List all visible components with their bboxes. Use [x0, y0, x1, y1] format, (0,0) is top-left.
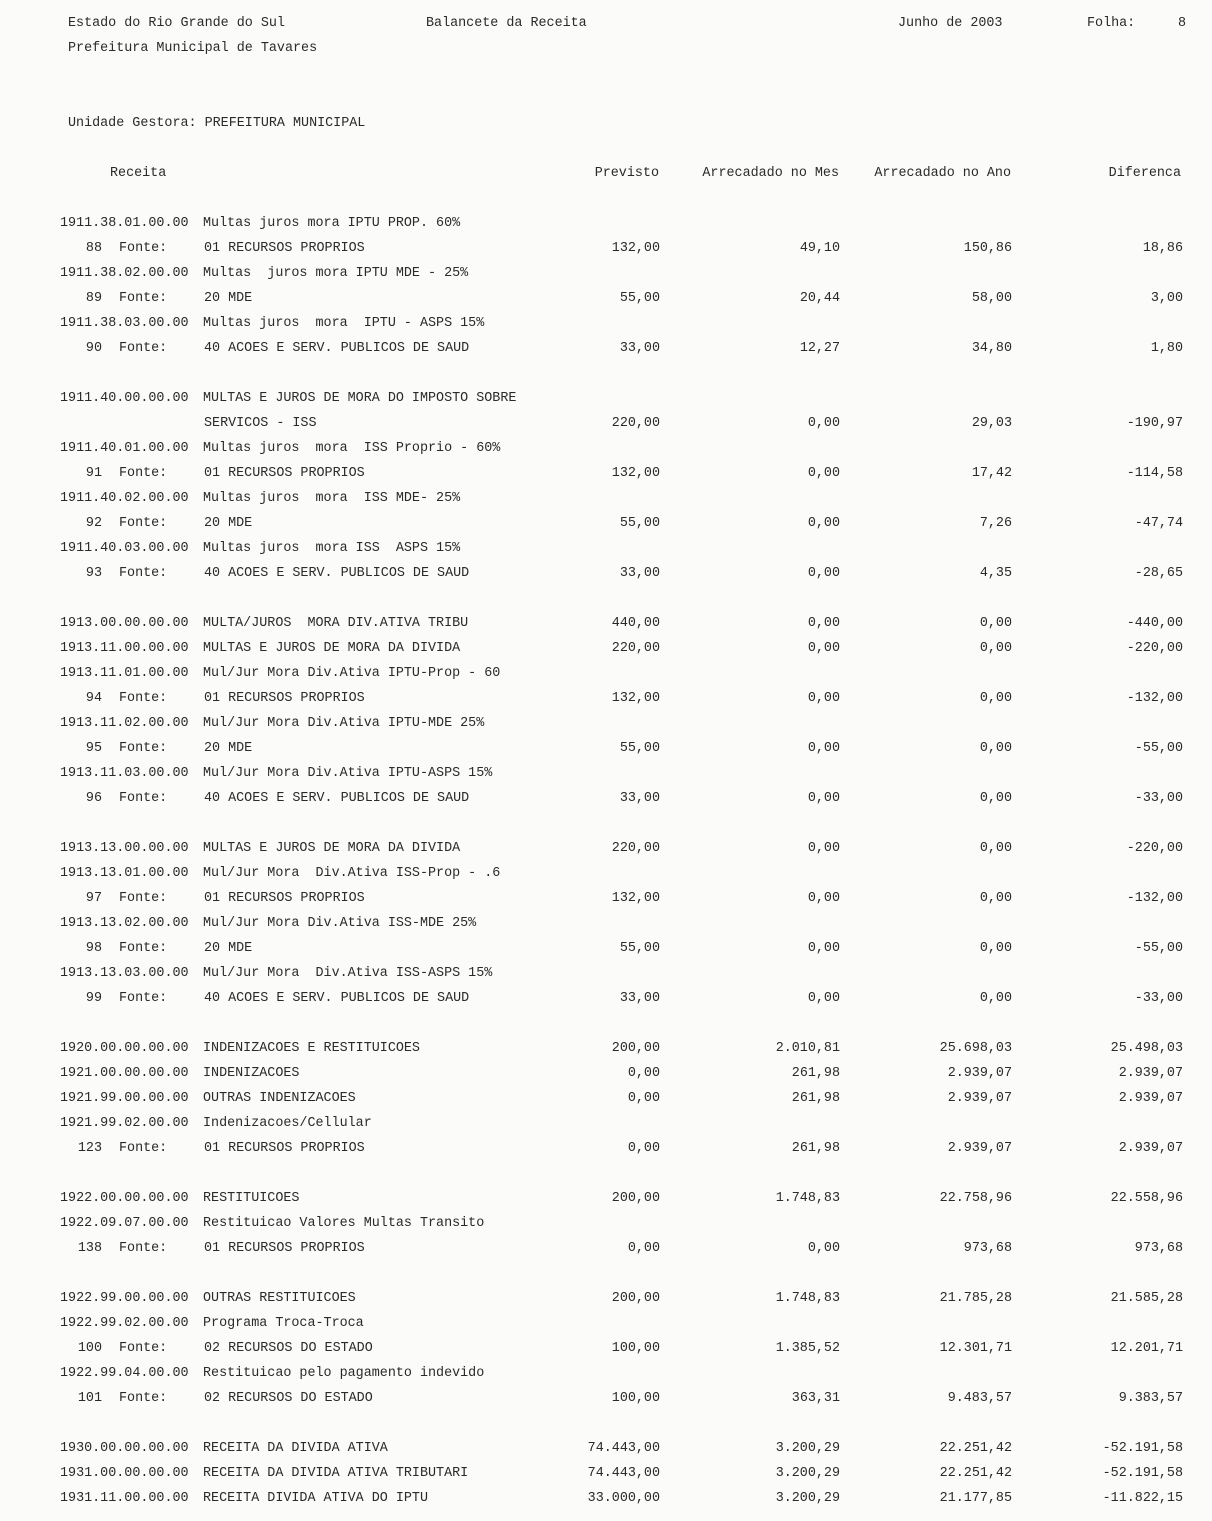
account-code: 1913.13.02.00.00: [60, 916, 189, 931]
account-row: [0, 641, 1212, 666]
value-previsto: 74.443,00: [587, 1466, 660, 1481]
continuation-row: [0, 416, 1212, 441]
value-diferenca: 2.939,07: [1118, 1141, 1183, 1156]
fonte-description: 01 RECURSOS PROPRIOS: [204, 466, 365, 481]
value-arrecadado-mes: 0,00: [807, 516, 840, 531]
value-previsto: 440,00: [611, 616, 660, 631]
fonte-label: Fonte:: [119, 241, 168, 256]
account-code: 1911.38.03.00.00: [60, 316, 189, 331]
value-previsto: 0,00: [627, 1141, 660, 1156]
fonte-label: Fonte:: [119, 1341, 168, 1356]
account-row: [0, 666, 1212, 691]
value-arrecadado-mes: 0,00: [807, 641, 840, 656]
value-previsto: 33,00: [619, 341, 660, 356]
fonte-row: [0, 1341, 1212, 1366]
value-previsto: 33,00: [619, 991, 660, 1006]
account-description: RESTITUICOES: [203, 1191, 300, 1206]
value-arrecadado-ano: 22.251,42: [939, 1441, 1012, 1456]
fonte-number: 93: [85, 566, 102, 581]
fonte-number: 138: [77, 1241, 102, 1256]
account-description: Multas juros mora ISS Proprio - 60%: [203, 441, 501, 456]
report-title: Balancete da Receita: [426, 16, 587, 31]
fonte-label: Fonte:: [119, 991, 168, 1006]
value-previsto: 33,00: [619, 566, 660, 581]
value-previsto: 220,00: [611, 641, 660, 656]
value-diferenca: -114,58: [1126, 466, 1183, 481]
value-arrecadado-ano: 7,26: [979, 516, 1012, 531]
fonte-row: [0, 1391, 1212, 1416]
value-arrecadado-ano: 0,00: [979, 616, 1012, 631]
fonte-label: Fonte:: [119, 691, 168, 706]
fonte-number: 95: [85, 741, 102, 756]
fonte-description: 01 RECURSOS PROPRIOS: [204, 891, 365, 906]
value-diferenca: 2.939,07: [1118, 1066, 1183, 1081]
fonte-number: 91: [85, 466, 102, 481]
account-code: 1911.40.02.00.00: [60, 491, 189, 506]
value-arrecadado-ano: 22.251,42: [939, 1466, 1012, 1481]
value-previsto: 33,00: [619, 791, 660, 806]
value-diferenca: -47,74: [1134, 516, 1183, 531]
fonte-label: Fonte:: [119, 791, 168, 806]
account-code: 1911.40.03.00.00: [60, 541, 189, 556]
value-diferenca: -440,00: [1126, 616, 1183, 631]
value-arrecadado-ano: 58,00: [971, 291, 1012, 306]
value-previsto: 74.443,00: [587, 1441, 660, 1456]
fonte-description: 40 ACOES E SERV. PUBLICOS DE SAUD: [204, 991, 470, 1006]
column-header-arrecadado-ano: Arrecadado no Ano: [874, 166, 1011, 181]
account-row: [0, 1441, 1212, 1466]
column-header-previsto: Previsto: [594, 166, 659, 181]
fonte-label: Fonte:: [119, 341, 168, 356]
fonte-label: Fonte:: [119, 1241, 168, 1256]
fonte-row: [0, 466, 1212, 491]
value-arrecadado-mes: 0,00: [807, 991, 840, 1006]
fonte-number: 98: [85, 941, 102, 956]
value-arrecadado-mes: 0,00: [807, 416, 840, 431]
account-code: 1911.40.00.00.00: [60, 391, 189, 406]
value-diferenca: -33,00: [1134, 991, 1183, 1006]
account-description: Multas juros mora IPTU MDE - 25%: [203, 266, 469, 281]
value-diferenca: -52.191,58: [1102, 1441, 1183, 1456]
value-arrecadado-ano: 150,86: [963, 241, 1012, 256]
fonte-label: Fonte:: [119, 1141, 168, 1156]
value-arrecadado-ano: 0,00: [979, 741, 1012, 756]
value-previsto: 55,00: [619, 516, 660, 531]
fonte-label: Fonte:: [119, 891, 168, 906]
account-code: 1921.99.00.00.00: [60, 1091, 189, 1106]
account-code: 1913.11.03.00.00: [60, 766, 189, 781]
value-previsto: 55,00: [619, 941, 660, 956]
value-arrecadado-mes: 0,00: [807, 891, 840, 906]
account-description: Programa Troca-Troca: [203, 1316, 364, 1331]
account-code: 1911.38.02.00.00: [60, 266, 189, 281]
account-row: [0, 1216, 1212, 1241]
value-arrecadado-ano: 9.483,57: [947, 1391, 1012, 1406]
value-arrecadado-ano: 0,00: [979, 841, 1012, 856]
value-arrecadado-mes: 0,00: [807, 941, 840, 956]
account-code: 1931.11.00.00.00: [60, 1491, 189, 1506]
value-arrecadado-mes: 49,10: [799, 241, 840, 256]
fonte-label: Fonte:: [119, 291, 168, 306]
value-arrecadado-ano: 29,03: [971, 416, 1012, 431]
header-municipality: Prefeitura Municipal de Tavares: [68, 41, 318, 56]
account-row: [0, 1366, 1212, 1391]
value-arrecadado-ano: 0,00: [979, 891, 1012, 906]
fonte-label: Fonte:: [119, 466, 168, 481]
account-row: [0, 216, 1212, 241]
fonte-label: Fonte:: [119, 741, 168, 756]
fonte-number: 90: [85, 341, 102, 356]
column-header-receita: Receita: [110, 166, 167, 181]
fonte-label: Fonte:: [119, 1391, 168, 1406]
value-diferenca: 18,86: [1142, 241, 1183, 256]
account-description: Multas juros mora ISS MDE- 25%: [203, 491, 461, 506]
account-code: 1922.09.07.00.00: [60, 1216, 189, 1231]
fonte-label: Fonte:: [119, 566, 168, 581]
value-previsto: 132,00: [611, 241, 660, 256]
fonte-row: [0, 991, 1212, 1016]
account-row: [0, 1191, 1212, 1216]
account-description: OUTRAS RESTITUICOES: [203, 1291, 356, 1306]
value-arrecadado-mes: 261,98: [791, 1066, 840, 1081]
value-previsto: 132,00: [611, 466, 660, 481]
fonte-description: 02 RECURSOS DO ESTADO: [204, 1391, 373, 1406]
fonte-row: [0, 1141, 1212, 1166]
fonte-number: 101: [77, 1391, 102, 1406]
fonte-number: 99: [85, 991, 102, 1006]
account-row: [0, 541, 1212, 566]
fonte-number: 97: [85, 891, 102, 906]
value-arrecadado-ano: 0,00: [979, 691, 1012, 706]
account-code: 1913.11.00.00.00: [60, 641, 189, 656]
account-row: [0, 1491, 1212, 1516]
value-diferenca: 3,00: [1150, 291, 1183, 306]
value-previsto: 200,00: [611, 1291, 660, 1306]
account-description: Multas juros mora IPTU PROP. 60%: [203, 216, 461, 231]
value-diferenca: -28,65: [1134, 566, 1183, 581]
value-diferenca: 2.939,07: [1118, 1091, 1183, 1106]
value-diferenca: 1,80: [1150, 341, 1183, 356]
account-description: RECEITA DIVIDA ATIVA DO IPTU: [203, 1491, 428, 1506]
account-description: RECEITA DA DIVIDA ATIVA: [203, 1441, 388, 1456]
fonte-number: 123: [77, 1141, 102, 1156]
fonte-row: [0, 1241, 1212, 1266]
fonte-row: [0, 566, 1212, 591]
value-arrecadado-ano: 21.785,28: [939, 1291, 1012, 1306]
value-previsto: 0,00: [627, 1066, 660, 1081]
fonte-row: [0, 241, 1212, 266]
value-previsto: 200,00: [611, 1041, 660, 1056]
account-description: OUTRAS INDENIZACOES: [203, 1091, 356, 1106]
account-row: [0, 916, 1212, 941]
value-arrecadado-mes: 1.748,83: [775, 1191, 840, 1206]
value-arrecadado-mes: 0,00: [807, 741, 840, 756]
value-arrecadado-mes: 0,00: [807, 791, 840, 806]
value-diferenca: -132,00: [1126, 691, 1183, 706]
fonte-row: [0, 291, 1212, 316]
column-header-arrecadado-mes: Arrecadado no Mes: [702, 166, 839, 181]
account-description: MULTAS E JUROS DE MORA DO IMPOSTO SOBRE: [203, 391, 517, 406]
account-description: Mul/Jur Mora Div.Ativa IPTU-MDE 25%: [203, 716, 485, 731]
account-description: INDENIZACOES E RESTITUICOES: [203, 1041, 420, 1056]
account-row: [0, 1116, 1212, 1141]
value-diferenca: 22.558,96: [1110, 1191, 1183, 1206]
value-arrecadado-ano: 12.301,71: [939, 1341, 1012, 1356]
value-previsto: 0,00: [627, 1091, 660, 1106]
account-description: MULTAS E JUROS DE MORA DA DIVIDA: [203, 641, 461, 656]
account-row: [0, 1091, 1212, 1116]
fonte-description: 20 MDE: [204, 516, 253, 531]
fonte-number: 88: [85, 241, 102, 256]
fonte-row: [0, 891, 1212, 916]
fonte-description: 01 RECURSOS PROPRIOS: [204, 1241, 365, 1256]
value-arrecadado-ano: 21.177,85: [939, 1491, 1012, 1506]
column-header-diferenca: Diferenca: [1108, 166, 1181, 181]
value-arrecadado-mes: 3.200,29: [775, 1441, 840, 1456]
receita-table: [0, 216, 1212, 1516]
value-arrecadado-mes: 20,44: [799, 291, 840, 306]
account-description: MULTA/JUROS MORA DIV.ATIVA TRIBU: [203, 616, 469, 631]
value-arrecadado-ano: 34,80: [971, 341, 1012, 356]
value-arrecadado-mes: 261,98: [791, 1141, 840, 1156]
value-arrecadado-mes: 2.010,81: [775, 1041, 840, 1056]
account-description: Mul/Jur Mora Div.Ativa ISS-ASPS 15%: [203, 966, 493, 981]
fonte-description: 20 MDE: [204, 941, 253, 956]
unidade-gestora: Unidade Gestora: PREFEITURA MUNICIPAL: [68, 116, 366, 131]
value-arrecadado-mes: 0,00: [807, 1241, 840, 1256]
fonte-description: 20 MDE: [204, 741, 253, 756]
fonte-description: 40 ACOES E SERV. PUBLICOS DE SAUD: [204, 341, 470, 356]
value-diferenca: 12.201,71: [1110, 1341, 1183, 1356]
fonte-number: 89: [85, 291, 102, 306]
header-state: Estado do Rio Grande do Sul: [68, 16, 285, 31]
fonte-row: [0, 341, 1212, 366]
fonte-number: 96: [85, 791, 102, 806]
value-previsto: 200,00: [611, 1191, 660, 1206]
value-previsto: 132,00: [611, 891, 660, 906]
value-arrecadado-mes: 0,00: [807, 566, 840, 581]
account-row: [0, 841, 1212, 866]
value-previsto: 100,00: [611, 1341, 660, 1356]
value-arrecadado-mes: 3.200,29: [775, 1466, 840, 1481]
account-description: Mul/Jur Mora Div.Ativa IPTU-Prop - 60: [203, 666, 501, 681]
fonte-number: 94: [85, 691, 102, 706]
value-arrecadado-mes: 0,00: [807, 466, 840, 481]
account-description: Multas juros mora IPTU - ASPS 15%: [203, 316, 485, 331]
value-arrecadado-mes: 0,00: [807, 616, 840, 631]
folha-number: 8: [1178, 16, 1187, 31]
value-arrecadado-mes: 0,00: [807, 691, 840, 706]
fonte-description: 01 RECURSOS PROPRIOS: [204, 691, 365, 706]
fonte-number: 92: [85, 516, 102, 531]
fonte-row: [0, 691, 1212, 716]
account-row: [0, 441, 1212, 466]
account-code: 1931.00.00.00.00: [60, 1466, 189, 1481]
account-description-continued: SERVICOS - ISS: [204, 416, 317, 431]
value-arrecadado-mes: 261,98: [791, 1091, 840, 1106]
account-row: [0, 266, 1212, 291]
account-code: 1930.00.00.00.00: [60, 1441, 189, 1456]
value-diferenca: -55,00: [1134, 941, 1183, 956]
account-code: 1911.40.01.00.00: [60, 441, 189, 456]
value-diferenca: -132,00: [1126, 891, 1183, 906]
account-description: MULTAS E JUROS DE MORA DA DIVIDA: [203, 841, 461, 856]
fonte-description: 20 MDE: [204, 291, 253, 306]
account-description: INDENIZACOES: [203, 1066, 300, 1081]
value-arrecadado-ano: 0,00: [979, 641, 1012, 656]
value-arrecadado-ano: 22.758,96: [939, 1191, 1012, 1206]
account-row: [0, 1041, 1212, 1066]
account-description: Restituicao pelo pagamento indevido: [203, 1366, 485, 1381]
account-row: [0, 716, 1212, 741]
account-code: 1913.00.00.00.00: [60, 616, 189, 631]
value-diferenca: -33,00: [1134, 791, 1183, 806]
account-description: Indenizacoes/Cellular: [203, 1116, 372, 1131]
fonte-description: 02 RECURSOS DO ESTADO: [204, 1341, 373, 1356]
account-row: [0, 316, 1212, 341]
account-code: 1921.00.00.00.00: [60, 1066, 189, 1081]
value-arrecadado-ano: 0,00: [979, 991, 1012, 1006]
value-arrecadado-ano: 2.939,07: [947, 1066, 1012, 1081]
account-code: 1913.11.02.00.00: [60, 716, 189, 731]
fonte-row: [0, 791, 1212, 816]
account-code: 1920.00.00.00.00: [60, 1041, 189, 1056]
value-arrecadado-ano: 0,00: [979, 791, 1012, 806]
value-arrecadado-mes: 1.748,83: [775, 1291, 840, 1306]
account-code: 1922.99.00.00.00: [60, 1291, 189, 1306]
account-row: [0, 766, 1212, 791]
account-code: 1913.13.01.00.00: [60, 866, 189, 881]
value-diferenca: 21.585,28: [1110, 1291, 1183, 1306]
account-description: RECEITA DA DIVIDA ATIVA TRIBUTARI: [203, 1466, 469, 1481]
fonte-label: Fonte:: [119, 941, 168, 956]
account-code: 1922.99.04.00.00: [60, 1366, 189, 1381]
fonte-description: 40 ACOES E SERV. PUBLICOS DE SAUD: [204, 566, 470, 581]
value-diferenca: 9.383,57: [1118, 1391, 1183, 1406]
value-arrecadado-ano: 973,68: [963, 1241, 1012, 1256]
value-diferenca: -220,00: [1126, 841, 1183, 856]
account-row: [0, 966, 1212, 991]
account-row: [0, 616, 1212, 641]
value-arrecadado-mes: 12,27: [799, 341, 840, 356]
value-arrecadado-mes: 363,31: [791, 1391, 840, 1406]
value-diferenca: 25.498,03: [1110, 1041, 1183, 1056]
value-arrecadado-mes: 0,00: [807, 841, 840, 856]
value-previsto: 132,00: [611, 691, 660, 706]
value-previsto: 220,00: [611, 841, 660, 856]
account-code: 1922.00.00.00.00: [60, 1191, 189, 1206]
account-code: 1913.13.00.00.00: [60, 841, 189, 856]
value-arrecadado-mes: 3.200,29: [775, 1491, 840, 1506]
account-row: [0, 1466, 1212, 1491]
value-arrecadado-ano: 2.939,07: [947, 1141, 1012, 1156]
value-previsto: 55,00: [619, 291, 660, 306]
value-diferenca: -52.191,58: [1102, 1466, 1183, 1481]
fonte-number: 100: [77, 1341, 102, 1356]
account-description: Mul/Jur Mora Div.Ativa ISS-Prop - .6: [203, 866, 501, 881]
report-period: Junho de 2003: [898, 16, 1003, 31]
account-description: Mul/Jur Mora Div.Ativa IPTU-ASPS 15%: [203, 766, 493, 781]
account-code: 1921.99.02.00.00: [60, 1116, 189, 1131]
account-row: [0, 1066, 1212, 1091]
account-description: Mul/Jur Mora Div.Ativa ISS-MDE 25%: [203, 916, 477, 931]
value-diferenca: 973,68: [1134, 1241, 1183, 1256]
value-previsto: 220,00: [611, 416, 660, 431]
value-arrecadado-ano: 17,42: [971, 466, 1012, 481]
fonte-description: 01 RECURSOS PROPRIOS: [204, 241, 365, 256]
account-row: [0, 391, 1212, 416]
value-previsto: 0,00: [627, 1241, 660, 1256]
account-code: 1911.38.01.00.00: [60, 216, 189, 231]
value-arrecadado-ano: 4,35: [979, 566, 1012, 581]
account-row: [0, 866, 1212, 891]
value-previsto: 100,00: [611, 1391, 660, 1406]
account-code: 1913.13.03.00.00: [60, 966, 189, 981]
account-code: 1922.99.02.00.00: [60, 1316, 189, 1331]
fonte-row: [0, 516, 1212, 541]
folha-label: Folha:: [1087, 16, 1136, 31]
value-arrecadado-ano: 25.698,03: [939, 1041, 1012, 1056]
account-code: 1913.11.01.00.00: [60, 666, 189, 681]
fonte-description: 40 ACOES E SERV. PUBLICOS DE SAUD: [204, 791, 470, 806]
value-diferenca: -190,97: [1126, 416, 1183, 431]
account-description: Restituicao Valores Multas Transito: [203, 1216, 485, 1231]
account-row: [0, 491, 1212, 516]
value-diferenca: -220,00: [1126, 641, 1183, 656]
value-previsto: 33.000,00: [587, 1491, 660, 1506]
value-diferenca: -55,00: [1134, 741, 1183, 756]
value-arrecadado-ano: 2.939,07: [947, 1091, 1012, 1106]
fonte-description: 01 RECURSOS PROPRIOS: [204, 1141, 365, 1156]
fonte-row: [0, 741, 1212, 766]
account-row: [0, 1291, 1212, 1316]
value-arrecadado-mes: 1.385,52: [775, 1341, 840, 1356]
fonte-row: [0, 941, 1212, 966]
value-previsto: 55,00: [619, 741, 660, 756]
account-description: Multas juros mora ISS ASPS 15%: [203, 541, 461, 556]
account-row: [0, 1316, 1212, 1341]
value-diferenca: -11.822,15: [1102, 1491, 1183, 1506]
fonte-label: Fonte:: [119, 516, 168, 531]
value-arrecadado-ano: 0,00: [979, 941, 1012, 956]
